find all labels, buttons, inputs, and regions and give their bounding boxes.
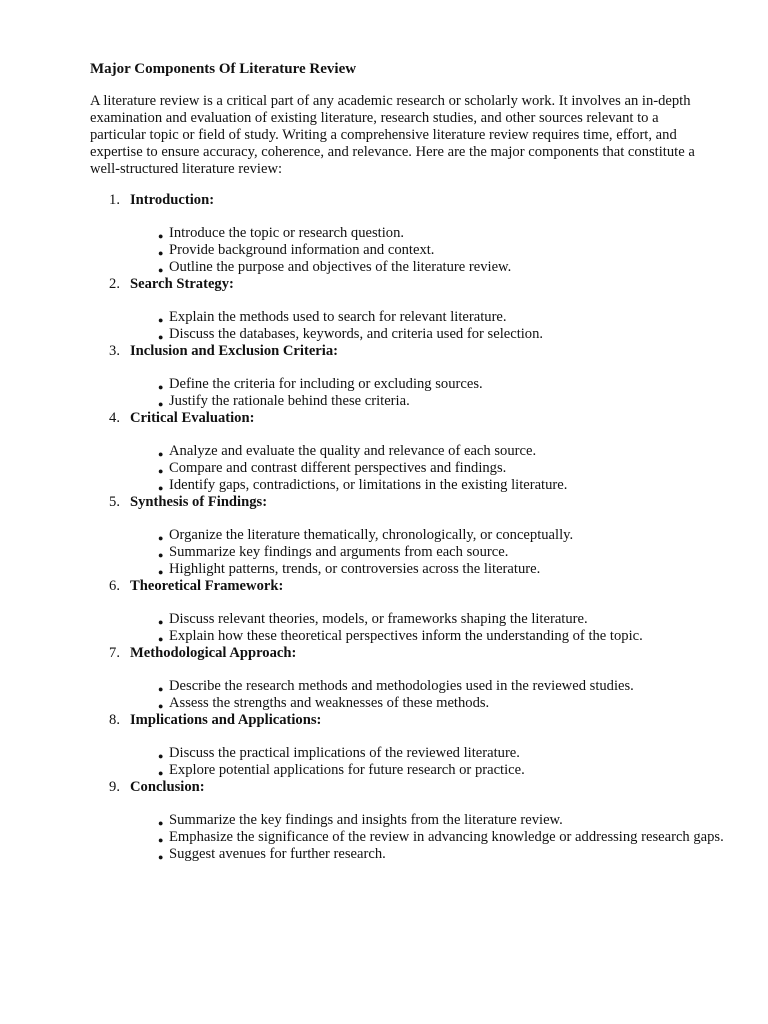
list-item (130, 527, 730, 544)
section-title: Critical Evaluation: (130, 410, 255, 426)
bullet-text: Emphasize the significance of the review in advancing knowledge or addressing research gaps. (169, 829, 724, 845)
section-heading (109, 779, 730, 796)
bullet-dot-icon: ● (158, 231, 164, 241)
section-heading (109, 494, 730, 511)
component-section (90, 192, 730, 276)
bullet-text: Highlight patterns, trends, or controversies across the literature. (169, 561, 541, 577)
list-item (130, 695, 730, 712)
bullet-dot-icon: ● (158, 332, 164, 342)
bullet-dot-icon: ● (158, 483, 164, 493)
section-number: 7. (109, 645, 120, 661)
component-section (90, 712, 730, 779)
component-section (90, 494, 730, 578)
bullet-list (130, 309, 730, 343)
bullet-dot-icon: ● (158, 466, 164, 476)
bullet-dot-icon: ● (158, 617, 164, 627)
list-item (130, 829, 730, 846)
bullet-dot-icon: ● (158, 567, 164, 577)
bullet-dot-icon: ● (158, 265, 164, 275)
list-item (130, 544, 730, 561)
section-heading (109, 276, 730, 293)
bullet-text: Justify the rationale behind these criteria. (169, 393, 410, 409)
list-item (130, 678, 730, 695)
list-item (130, 745, 730, 762)
bullet-list (130, 376, 730, 410)
bullet-dot-icon: ● (158, 751, 164, 761)
list-item (130, 477, 730, 494)
bullet-dot-icon: ● (158, 533, 164, 543)
component-section (90, 343, 730, 410)
section-title: Theoretical Framework: (130, 578, 284, 594)
list-item (130, 443, 730, 460)
bullet-dot-icon: ● (158, 684, 164, 694)
bullet-text: Suggest avenues for further research. (169, 846, 386, 862)
section-number: 2. (109, 276, 120, 292)
bullet-list (130, 443, 730, 494)
section-number: 4. (109, 410, 120, 426)
section-heading (109, 343, 730, 360)
bullet-text: Explain how these theoretical perspectives inform the understanding of the topic. (169, 628, 643, 644)
section-heading (109, 192, 730, 209)
bullet-dot-icon: ● (158, 382, 164, 392)
bullet-text: Assess the strengths and weaknesses of these methods. (169, 695, 490, 711)
bullet-text: Discuss the databases, keywords, and criteria used for selection. (169, 326, 544, 342)
bullet-text: Provide background information and context. (169, 242, 435, 258)
document-title: Major Components Of Literature Review (90, 61, 357, 77)
bullet-text: Describe the research methods and methodologies used in the reviewed studies. (169, 678, 634, 694)
bullet-text: Define the criteria for including or excluding sources. (169, 376, 483, 392)
section-title: Search Strategy: (130, 276, 234, 292)
list-item (130, 611, 730, 628)
bullet-dot-icon: ● (158, 701, 164, 711)
bullet-dot-icon: ● (158, 399, 164, 409)
bullet-text: Identify gaps, contradictions, or limitations in the existing literature. (169, 477, 568, 493)
section-heading (109, 578, 730, 595)
component-section (90, 645, 730, 712)
bullet-list (130, 745, 730, 779)
bullet-dot-icon: ● (158, 634, 164, 644)
list-item (130, 242, 730, 259)
bullet-text: Introduce the topic or research question. (169, 225, 405, 241)
section-heading (109, 645, 730, 662)
component-section (90, 410, 730, 494)
bullet-dot-icon: ● (158, 248, 164, 258)
section-title: Methodological Approach: (130, 645, 297, 661)
bullet-list (130, 225, 730, 276)
section-title: Conclusion: (130, 779, 205, 795)
component-section (90, 578, 730, 645)
document-page (90, 60, 730, 863)
component-section (90, 276, 730, 343)
list-item (130, 846, 730, 863)
bullet-dot-icon: ● (158, 550, 164, 560)
bullet-text: Summarize key findings and arguments from each source. (169, 544, 509, 560)
components-list (90, 192, 730, 863)
component-section (90, 779, 730, 863)
bullet-list (130, 678, 730, 712)
bullet-text: Organize the literature thematically, chronologically, or conceptually. (169, 527, 574, 543)
bullet-text: Discuss relevant theories, models, or frameworks shaping the literature. (169, 611, 588, 627)
list-item (130, 225, 730, 242)
section-heading (109, 410, 730, 427)
section-title: Inclusion and Exclusion Criteria: (130, 343, 338, 359)
bullet-text: Discuss the practical implications of the reviewed literature. (169, 745, 520, 761)
bullet-list (130, 527, 730, 578)
bullet-text: Outline the purpose and objectives of the literature review. (169, 259, 512, 275)
bullet-list (130, 812, 730, 863)
bullet-dot-icon: ● (158, 818, 164, 828)
section-number: 5. (109, 494, 120, 510)
list-item (130, 376, 730, 393)
section-number: 1. (109, 192, 120, 208)
section-number: 6. (109, 578, 120, 594)
list-item (130, 812, 730, 829)
list-item (130, 393, 730, 410)
list-item (130, 259, 730, 276)
list-item (130, 326, 730, 343)
list-item (130, 762, 730, 779)
section-heading (109, 712, 730, 729)
section-title: Implications and Applications: (130, 712, 322, 728)
bullet-text: Analyze and evaluate the quality and relevance of each source. (169, 443, 537, 459)
list-item (130, 309, 730, 326)
bullet-dot-icon: ● (158, 768, 164, 778)
section-title: Synthesis of Findings: (130, 494, 268, 510)
list-item (130, 460, 730, 477)
list-item (130, 628, 730, 645)
bullet-text: Explain the methods used to search for relevant literature. (169, 309, 507, 325)
bullet-dot-icon: ● (158, 449, 164, 459)
bullet-text: Compare and contrast different perspectives and findings. (169, 460, 507, 476)
bullet-dot-icon: ● (158, 835, 164, 845)
bullet-text: Summarize the key findings and insights from the literature review. (169, 812, 563, 828)
intro-paragraph: A literature review is a critical part of any academic research or scholarly work. It involves an in-depth examination and evaluation of existing literature, research studies, and other sources relevant to a particular topic or field of study. Writing a comprehensive literature review requires time, effort, and expertise to ensure accuracy, coherence, and relevance. Here are the major components that constitute a well-structured literature review: (90, 93, 695, 177)
bullet-text: Explore potential applications for future research or practice. (169, 762, 525, 778)
bullet-list (130, 611, 730, 645)
section-number: 8. (109, 712, 120, 728)
section-title: Introduction: (130, 192, 215, 208)
bullet-dot-icon: ● (158, 852, 164, 862)
section-number: 9. (109, 779, 120, 795)
list-item (130, 561, 730, 578)
bullet-dot-icon: ● (158, 315, 164, 325)
section-number: 3. (109, 343, 120, 359)
